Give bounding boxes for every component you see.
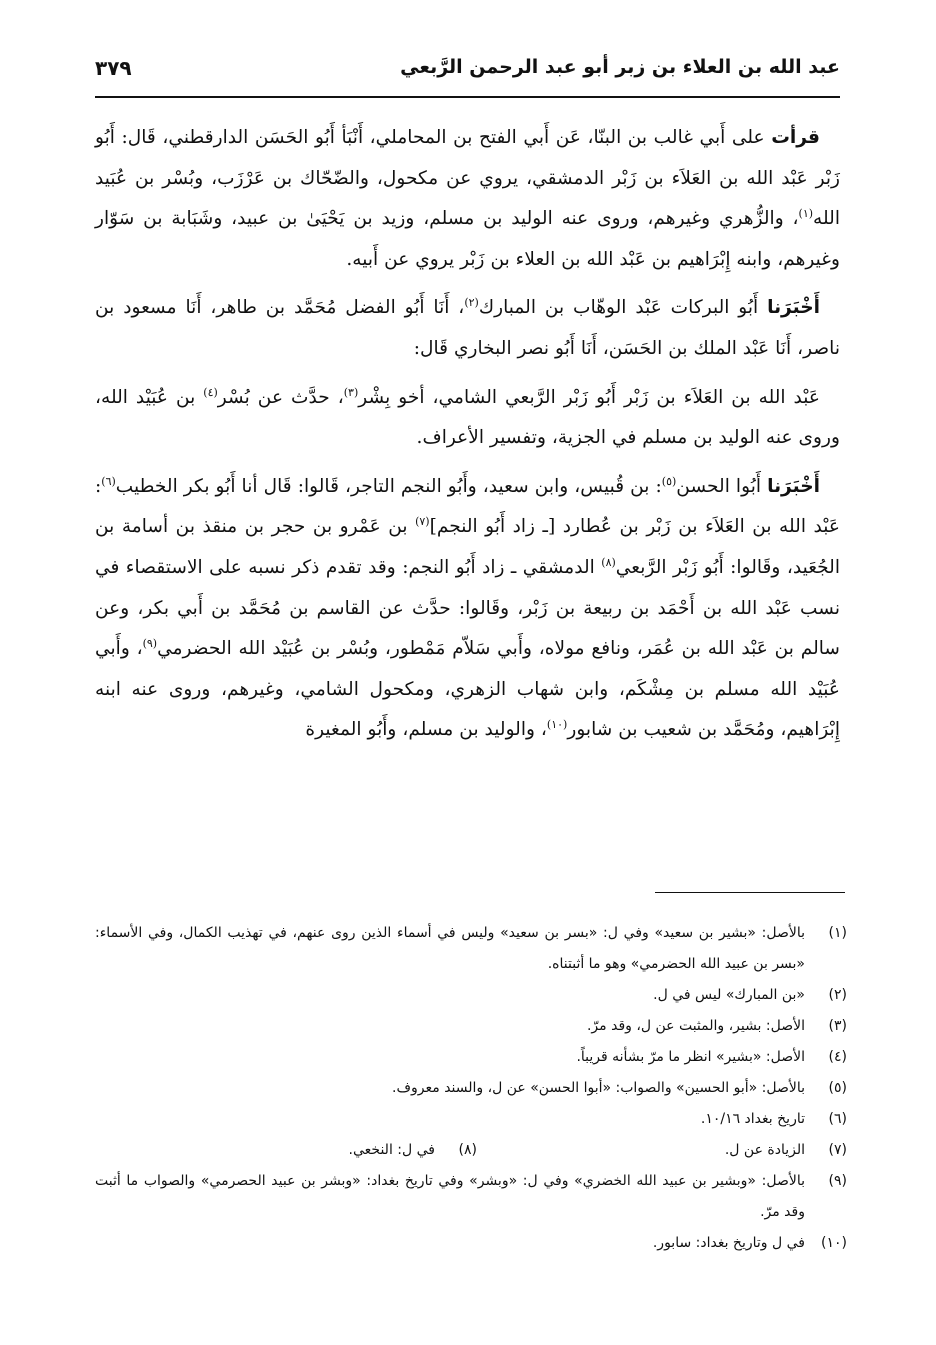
footnote-text: بالأصل: «بشير بن سعيد» وفي ل: «بسر بن سعيد» وليس في أسماء الذين روى عنهم، في تهذيب الكمال، وفي الأسماء: «بسر بن عبيد الله الحضرمي» وهو ما أثبتناه. (95, 925, 805, 972)
footnote-text: بالأصل: «أبو الحسين» والصواب: «أبوا الحسن» عن ل، والسند معروف. (392, 1080, 805, 1096)
paragraph-text: بن عُبَيْد الله، وروى عنه الوليد بن مسلم في الجزية، وتفسير الأعراف. (95, 386, 840, 449)
footnote-ref[interactable]: (٦) (101, 474, 116, 488)
paragraph-2 (95, 288, 840, 369)
footnote-number: (٦) (828, 1111, 847, 1127)
lead-word: أَخْبَرَنا (767, 297, 820, 319)
paragraph-text: : بن قُبيس، وابن سعيد، وأَبُو النجم التاجر، قَالوا: قَال أنا أَبُو بكر الخطيب (115, 475, 662, 497)
footnote-number: (٤) (828, 1049, 847, 1065)
paragraph-text: ، والزُّهري وغيرهم، وروى عنه الوليد بن مسلم، وزيد بن يَحْيَىٰ بن عبيد، وشَبَابة بن سَوّار وغيرهم، وابنه إِبْرَاهيم بن عَبْد الله بن العلاء بن زَبْر يروي عن أَبيه. (95, 208, 840, 270)
page-number: ٣٧٩ (95, 56, 132, 80)
footnote-ref[interactable]: (٣) (343, 385, 359, 399)
footnote-3 (95, 1011, 847, 1042)
paragraph-text: ، أَنَا أَبُو الفضل مُحَمَّد بن طاهر، أَنَا مسعود بن ناصر، أَنَا عَبْد الملك بن الحَسَن، أَنَا أَبُو نصر البخاري قَال: (95, 297, 840, 359)
footnote-text: بالأصل: «وبشير بن عبيد الله الخضري» وفي ل: «وبشر» وفي تاريخ بغداد: «وبشر بن عبيد الحصرمي» والصواب ما أثبت وقد مرّ. (95, 1173, 805, 1220)
running-header (95, 50, 840, 98)
footnote-text: في ل: النخعي. (348, 1142, 435, 1158)
footnote-10 (95, 1228, 847, 1259)
footnote-text: الزيادة عن ل. (724, 1142, 805, 1158)
footnote-number: (٥) (828, 1080, 847, 1096)
footnote-6 (95, 1104, 847, 1135)
paragraph-3 (95, 378, 840, 459)
paragraph-text: الدمشقي ـ زاد أَبُو النجم: وقد تقدم ذكر نسبه على الاستقصاء في نسب عَبْد الله بن أَحْمَد بن ربيعة بن زَبْر، وقَالوا: حدَّث عن القاسم بن مُحَمَّد بن أَبي بكر، وعن سالم بن عَبْد الله بن عُمَر، ونافع مولاه، وأَبي سَلاّم مَمْطور، وبُسْر بن عُبَيْد الله الحضرمي (95, 556, 840, 660)
lead-word: قرأت (771, 127, 820, 148)
footnotes (95, 918, 847, 1259)
paragraph-text: ، حدَّث عن بُسْر (217, 386, 344, 408)
footnote-text: تاريخ بغداد ١٠/١٦. (700, 1111, 805, 1127)
paragraph-text: بن عَمْرو بن حجر بن منقذ بن أسامة بن الجُعَيد، وقَالوا: أَبُو زَبْر الرَّبعي (95, 516, 840, 578)
paragraph-text: أَبُوا الحسن (676, 475, 768, 497)
footnote-ref[interactable]: (٢) (464, 296, 479, 310)
footnote-number: (٩) (828, 1173, 847, 1189)
footnote-ref[interactable]: (٤) (203, 385, 218, 399)
main-text (95, 118, 840, 759)
paragraph-text: ، والوليد بن مسلم، وأَبُو المغيرة (305, 719, 547, 741)
paragraph-1 (95, 118, 840, 280)
footnote-1 (95, 918, 847, 980)
paragraph-text: على أَبي غالب بن البنّا، عَن أَبي الفتح بن المحاملي، أَنْبَأ أَبُو الحَسَن الدارقطني، قَال: أَبُو زَبْر عَبْد الله بن العَلاَء بن زَبْر الدمشقي، يروي عن مكحول، والضّحّاك بن عَرْزَب، وبُسْر بن عُبَيد الله (95, 127, 840, 230)
footnote-4 (95, 1042, 847, 1073)
footnote-text: «بن المبارك» ليس في ل. (653, 987, 805, 1003)
footnote-text: الأصل: «بشير» انظر ما مرّ بشأنه قريباً. (576, 1049, 805, 1065)
footnote-ref[interactable]: (١٠) (546, 718, 568, 732)
header-rule (95, 96, 840, 98)
footnote-5 (95, 1073, 847, 1104)
lead-word: أَخْبَرَنا (767, 475, 820, 497)
paragraph-4 (95, 467, 840, 751)
footnote-number: (١) (828, 925, 847, 941)
footnote-ref[interactable]: (٩) (142, 636, 158, 650)
paragraph-text: : عَبْد الله بن العَلاَء بن زَبْر بن عُطارد [ـ زاد أَبُو النجم] (95, 475, 840, 538)
footnote-2 (95, 980, 847, 1011)
footnote-number: (٨) (458, 1142, 477, 1158)
footnote-text: الأصل: بشير، والمثبت عن ل، وقد مرّ. (586, 1018, 805, 1034)
paragraph-text: أَبُو البركات عَبْد الوهّاب بن المبارك (478, 297, 768, 319)
footnote-number: (١٠) (821, 1235, 847, 1251)
paragraph-text: ، وأَبي عُبَيْد الله مسلم بن مِشْكَم، وابن شهاب الزهري، ومكحول الشامي، وغيرهم، وروى عنه ابنه إِبْرَاهيم، ومُحَمَّد بن شعيب بن شابور (95, 638, 840, 741)
footnote-number: (٢) (828, 987, 847, 1003)
footnote-7-8 (95, 1135, 847, 1166)
footnote-separator (655, 892, 845, 893)
footnote-text: في ل وتاريخ بغداد: سابور. (652, 1235, 805, 1251)
footnote-ref[interactable]: (٨) (601, 555, 616, 569)
footnote-number: (٧) (828, 1142, 847, 1158)
footnote-9 (95, 1166, 847, 1228)
footnote-ref[interactable]: (١) (798, 207, 814, 220)
footnote-ref[interactable]: (٧) (415, 515, 430, 529)
footnote-ref[interactable]: (٥) (661, 474, 677, 488)
paragraph-text: عَبْد الله بن العَلاَء بن زَبْر أَبُو زَبْر الرَّبعي الشامي، أخو بِشْر (358, 386, 821, 408)
footnote-number: (٣) (828, 1018, 847, 1034)
running-title: عبد الله بن العلاء بن زبر أبو عبد الرحمن الرَّبعي (400, 56, 840, 78)
